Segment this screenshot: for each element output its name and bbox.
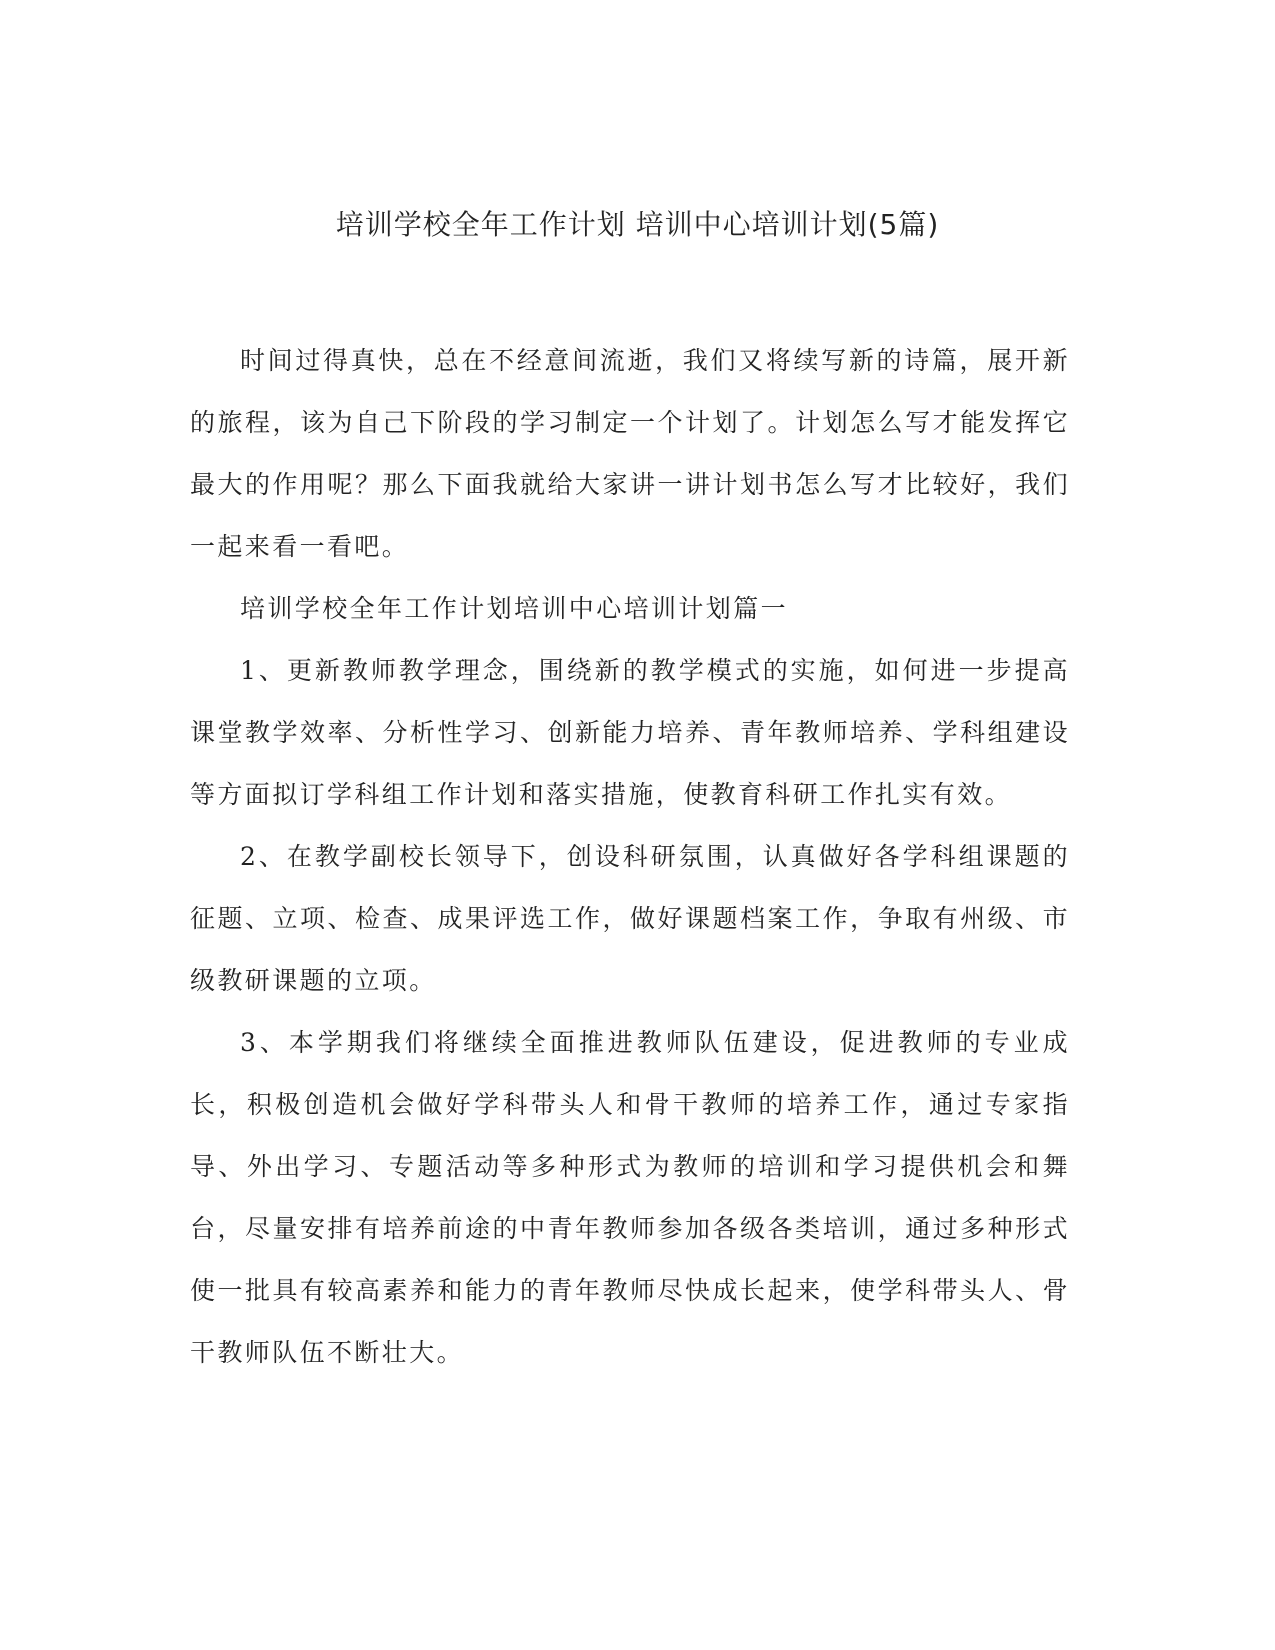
section-heading-part-one: 培训学校全年工作计划培训中心培训计划篇一: [240, 594, 789, 623]
paragraph-item-3: 3、本学期我们将继续全面推进教师队伍建设，促进教师的专业成长，积极创造机会做好学科带头人和骨干教师的培养工作，通过专家指导、外出学习、专题活动等多种形式为教师的培训和学习提供机会和舞台，尽量安排有培养前途的中青年教师参加各级各类培训，通过多种形式使一批具有较高素养和能力的青年教师尽快成长起来，使学科带头人、骨干教师队伍不断壮大。: [190, 1028, 1070, 1367]
paragraph-item-1: 1、更新教师教学理念，围绕新的教学模式的实施，如何进一步提高课堂教学效率、分析性学习、创新能力培养、青年教师培养、学科组建设等方面拟订学科组工作计划和落实措施，使教育科研工作扎实有效。: [190, 656, 1070, 809]
document-body: [190, 330, 1070, 1384]
intro-paragraph: 时间过得真快，总在不经意间流逝，我们又将续写新的诗篇，展开新的旅程，该为自己下阶段的学习制定一个计划了。计划怎么写才能发挥它最大的作用呢？那么下面我就给大家讲一讲计划书怎么写才比较好，我们一起来看一看吧。: [190, 346, 1070, 561]
document-title: 培训学校全年工作计划 培训中心培训计划(5篇): [335, 208, 940, 241]
paragraph-item-2: 2、在教学副校长领导下，创设科研氛围，认真做好各学科组课题的征题、立项、检查、成果评选工作，做好课题档案工作，争取有州级、市级教研课题的立项。: [190, 842, 1070, 995]
